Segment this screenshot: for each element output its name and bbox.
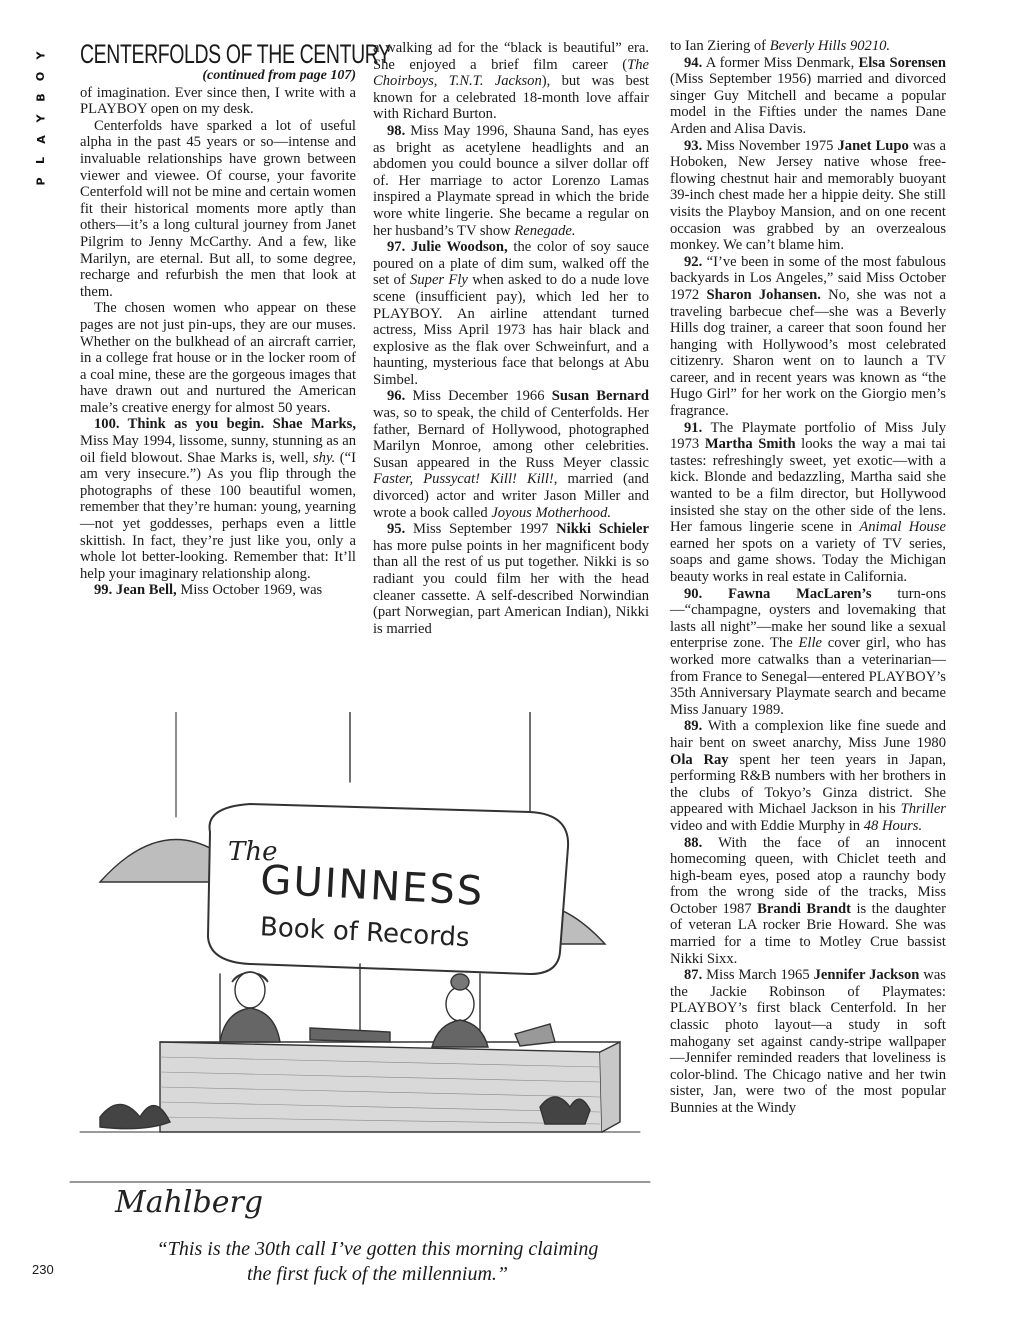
article-headline: CENTERFOLDS OF THE CENTURY	[80, 39, 391, 69]
entry-lead: 98.	[387, 122, 406, 139]
cartoonist-signature: Mahlberg	[115, 1185, 264, 1220]
playmate-name: Susan Bernard	[551, 388, 649, 405]
logo-letter: Y	[34, 114, 48, 123]
entry-90	[670, 586, 946, 719]
logo-letter: Y	[34, 51, 48, 60]
emphasis: 48 Hours.	[863, 817, 923, 834]
paragraph-text: when asked to do a nude love scene (insufficient pay), which led her to PLAYBOY. An airline attendant turned actress, Miss April 1973 has hair black and explosive as the flak over Schweinfurt, and a haunting, mysterious face that belongs at Abu Simbel.	[373, 272, 649, 388]
vertical-magazine-logo	[26, 50, 56, 187]
paragraph-text: a walking ad for the “black is beautiful” era. She enjoyed a brief film career (	[373, 40, 649, 73]
playmate-name: Martha Smith	[704, 436, 796, 453]
emphasis: Thriller	[900, 801, 946, 818]
entry-95	[373, 521, 649, 637]
entry-lead: 92.	[684, 253, 703, 270]
entry-92	[670, 254, 946, 420]
sign-the-text: The	[228, 837, 278, 867]
paragraph-text: With the face of an innocent homecoming queen, with Chiclet teeth and high-beam eyes, posed atop a raunchy body from the wrong side of the tracks, Miss October 1987	[670, 834, 946, 917]
entry-88	[670, 835, 946, 968]
paragraph-text: With a complexion like fine suede and hair bent on sweet anarchy, Miss June 1980	[670, 718, 946, 751]
paragraph-text: was the Jackie Robinson of Playmates: PLAYBOY’s first black Centerfold. In her classic photo layout—a study in soft mahogany set against candy-stripe wallpaper—Jennifer reminded readers that loveliness is color-blind. The Chicago native and her twin sister, Jan, were two of the most popular Bunnies at the Windy	[670, 967, 946, 1116]
entry-lead: 99. Jean Bell,	[94, 582, 177, 599]
paragraph-text: video and with Eddie Murphy in	[670, 817, 864, 834]
entry-99	[80, 582, 356, 599]
caption-line-2: the first fuck of the millennium.”	[246, 1263, 509, 1285]
paragraph-text: Miss May 1996, Shauna Sand, has eyes as bright as acetylene headlights and an abdomen you could bounce a silver dollar off of. Her marriage to actor Lorenzo Lamas inspired a Playmate spread in which the bride wore white lingerie. She became a regular on her husband’s TV show	[373, 122, 649, 239]
paragraph-text: Centerfolds have sparked a lot of useful alpha in the past 45 years or so—intense and invaluable relationships have grown between viewer and viewee. Of course, your favorite Centerfold will not be mine and certain women fit their historical moments more aptly than others—it’s a long cultural journey from Janet Pilgrim to Jenny McCarthy. And a few, like Marilyn, are eternal. But all, to some degree, recharge and refurbish the men that look at them.	[80, 117, 356, 300]
paragraph-text: looks the way a mai tai tastes: refreshingly sweet, yet exotic—with a kick. Blonde and bedazzling, Martha said she wanted to be a film director, but Hollywood insisted she stay on the other side of the lens. Her famous lingerie scene in	[670, 436, 946, 536]
paragraph-text: was, so to speak, the child of Centerfolds. Her father, Bernard of Hollywood, photographed Marilyn Monroe, among other celebrities. Susan appeared in the Russ Meyer classic	[373, 405, 649, 471]
paragraph-text: Miss October 1969, was	[176, 582, 323, 599]
paragraph-text: , married (and divorced) actor and writer Jason Miller and wrote a book called	[373, 471, 649, 521]
entry-97	[373, 239, 649, 388]
paragraph-text: Miss November 1975	[702, 137, 838, 154]
continued-note: (continued from page 107)	[202, 68, 356, 83]
emphasis: Animal House	[859, 519, 946, 536]
page-number: 230	[32, 1262, 54, 1277]
playmate-name: Elsa Sorensen	[858, 54, 946, 71]
paragraph	[373, 40, 649, 123]
paragraph-text: was a Hoboken, New Jersey native whose free-flowing chestnut hair and memorably buoyant 39-inch chest made her a hippie deity. She still visits the Playboy Mansion, and on one recent occasion was grabbed by an overzealous monkey. We can’t blame him.	[670, 137, 946, 254]
entry-96	[373, 388, 649, 521]
paragraph-text: earned her spots on a variety of TV series, soaps and game shows. Today the Michigan beauty works in real estate in California.	[670, 535, 946, 585]
sign-guinness-text: GUINNESS	[259, 857, 486, 915]
emphasis: Faster, Pussycat! Kill! Kill!	[373, 471, 554, 488]
playmate-name: Janet Lupo	[837, 137, 909, 154]
logo-letter: O	[34, 71, 48, 82]
emphasis: Joyous Motherhood.	[491, 504, 612, 521]
emphasis: The Choirboys, T.N.T. Jackson	[373, 56, 649, 90]
paragraph-text: The chosen women who appear on these pages are not just pin-ups, they are our muses. Whether on the bulkhead of an aircraft carrier, in a college frat house or in the locker room of a coal mine, these are the gorgeous images that have drawn out and nurtured the American male’s creative energy for almost 50 years.	[80, 300, 356, 416]
article-column-2	[373, 40, 649, 637]
entry-91	[670, 420, 946, 586]
paragraph	[80, 85, 356, 118]
entry-lead: 94.	[684, 54, 703, 71]
paragraph-text: Miss September 1997	[405, 521, 557, 538]
logo-letter: B	[34, 93, 48, 102]
paragraph-text: the color of soy sauce poured on a plate of dim sum, walked off the set of	[373, 239, 649, 289]
entry-lead: 91.	[684, 419, 703, 436]
entry-93	[670, 138, 946, 254]
cartoon-drawing	[60, 712, 655, 1232]
paragraph	[670, 38, 946, 55]
entry-lead: 89.	[684, 718, 703, 735]
entry-lead: 95.	[387, 521, 406, 538]
sign-book-text: Book of Records	[259, 912, 471, 954]
emphasis: Elle	[798, 635, 822, 652]
emphasis: Beverly Hills 90210.	[769, 38, 891, 54]
playmate-name: Jennifer Jackson	[813, 967, 920, 984]
entry-lead: 88.	[684, 834, 703, 851]
paragraph-text: (“I am very insecure.”) As you flip through the photographs of these 100 beautiful women, remember that they’re human: young, yearning—not yet goddesses, perhaps even a little skittish. In fact, they’re just like you, only a whole lot better-looking. Remember that: It’ll help your imaginary relationship along.	[80, 449, 356, 582]
paragraph-text: Miss December 1966	[405, 388, 552, 405]
emphasis: Super Fly	[410, 272, 468, 289]
paragraph	[80, 118, 356, 301]
paragraph-text: “I’ve been in some of the most fabulous backyards in Los Angeles,” said Miss October 1972	[670, 253, 946, 303]
paragraph-text: to Ian Ziering of	[670, 38, 770, 54]
entry-lead: 100. Think as you begin. Shae Marks,	[94, 416, 356, 433]
emphasis: shy.	[312, 449, 336, 466]
entry-94	[670, 55, 946, 138]
entry-89	[670, 718, 946, 834]
playmate-name: Ola Ray	[670, 751, 729, 768]
emphasis: Renegade.	[514, 222, 576, 239]
paragraph-text: ), but was best known for a celebrated 18-month love affair with Richard Burton.	[373, 73, 649, 123]
article-column-3	[670, 38, 946, 1117]
entry-lead: 96.	[387, 388, 406, 405]
playmate-name: Nikki Schieler	[556, 521, 649, 538]
paragraph-text: of imagination. Ever since then, I write with a PLAYBOY open on my desk.	[80, 84, 356, 118]
paragraph	[80, 300, 356, 416]
caption-line-1: “This is the 30th call I’ve gotten this morning claiming	[156, 1238, 599, 1260]
entry-lead: 97. Julie Woodson,	[387, 239, 508, 256]
paragraph-text: No, she was not a traveling barbecue chef—she was a Beverly Hills dog trainer, a career that soon found her hanging with Hollywood’s most celebrated citizenry. Sharon went on to launch a TV career, and in recent years was known as “the Hugo Girl” for her work on the Giorgio men’s fragrance.	[670, 286, 946, 420]
paragraph-text: has more pulse points in her magnificent body than all the rest of us put together. Nikki is so radiant you could film her with the head cleaner cassette. A self-described Norwindian (part Norwegian, part American Indian), Nikki is married	[373, 537, 649, 637]
entry-lead: 93.	[684, 137, 703, 154]
entry-lead: 87.	[684, 967, 703, 984]
paragraph-text: cover girl, who has worked more catwalks than a veterinarian—from France to Senegal—entered PLAYBOY’s 35th Anniversary Playmate search and became Miss January 1989.	[670, 635, 946, 718]
paragraph-text: A former Miss Denmark,	[702, 54, 859, 71]
logo-letter: A	[34, 135, 48, 144]
playmate-name: Sharon Johansen.	[706, 286, 821, 303]
playmate-name: Brandi Brandt	[757, 900, 851, 917]
paragraph-text: (Miss September 1956) married and divorced singer Guy Mitchell and became a popular model in the Fifties under the names Dane Arden and Alisa Davis.	[670, 71, 946, 137]
cartoon-caption	[90, 1237, 665, 1287]
paragraph-text: is the daughter of veteran LA rocker Brie Howard. She was married for a time to Motley Crue bassist Nikki Sixx.	[670, 900, 946, 967]
logo-letter: P	[34, 177, 48, 186]
entry-98	[373, 123, 649, 239]
cartoon-illustration	[60, 712, 655, 1232]
entry-87	[670, 967, 946, 1116]
entry-lead: 90. Fawna MacLaren’s	[684, 585, 872, 602]
logo-letter: L	[34, 156, 48, 165]
article-column-1	[80, 39, 391, 599]
entry-100	[80, 416, 356, 582]
paragraph-text: spent her teen years in Japan, performing R&B numbers with her brothers in the clubs of Tokyo’s Ginza district. She appeared with Michael Jackson in his	[670, 751, 947, 818]
paragraph-text: turn-ons—“champagne, oysters and lovemaking that lasts all night”—make her sound like a sexual enterprise zone. The	[670, 585, 946, 652]
paragraph-text: Miss May 1994, lissome, sunny, stunning as an oil field blowout. Shae Marks is, well,	[80, 433, 356, 466]
paragraph-text: Miss March 1965	[702, 967, 814, 984]
paragraph-text: The Playmate portfolio of Miss July 1973	[670, 419, 946, 453]
